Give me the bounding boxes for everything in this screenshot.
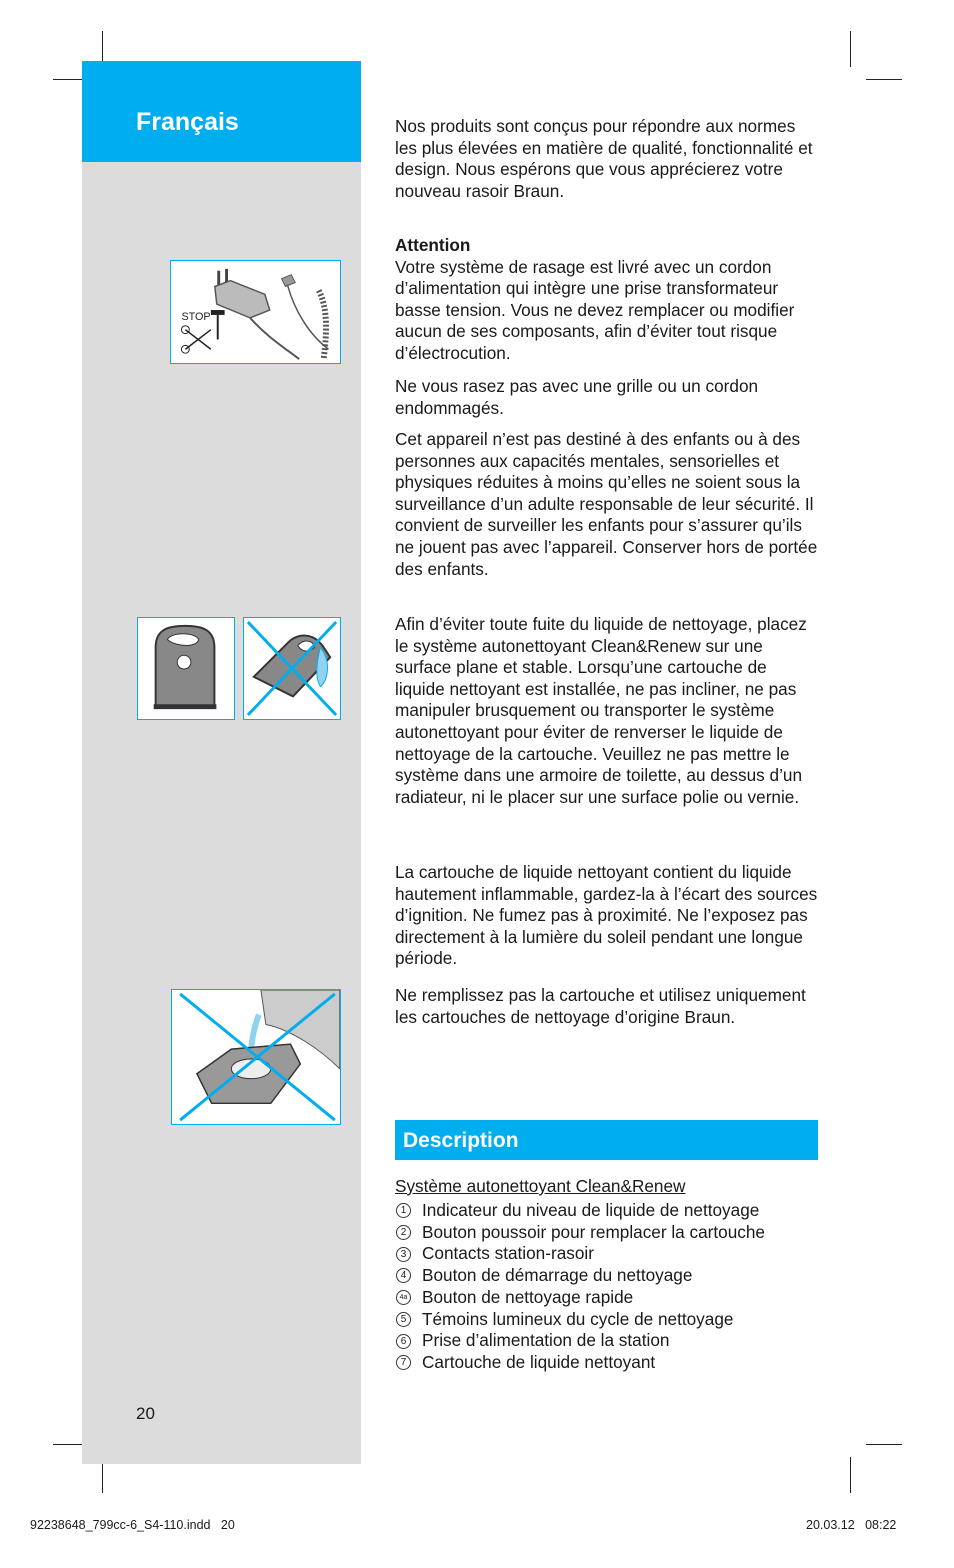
description-subtitle: Système autonettoyant Clean&Renew bbox=[395, 1176, 686, 1196]
crop-mark bbox=[866, 1444, 902, 1445]
crop-mark bbox=[866, 79, 902, 80]
list-item bbox=[395, 1222, 765, 1244]
item-number: 7 bbox=[396, 1355, 411, 1370]
station-tilted-illustration bbox=[244, 618, 340, 719]
item-label: Contacts station-rasoir bbox=[422, 1243, 594, 1264]
figure-station-upright bbox=[137, 617, 235, 720]
description-title: Description bbox=[403, 1129, 519, 1152]
item-label: Cartouche de liquide nettoyant bbox=[422, 1351, 656, 1372]
station-upright-illustration bbox=[138, 618, 234, 719]
damaged-paragraph: Ne vous rasez pas avec une grille ou un cordon endommagés. bbox=[395, 376, 759, 418]
item-number: 5 bbox=[396, 1312, 411, 1327]
attention-section bbox=[395, 235, 820, 365]
list-item bbox=[395, 1330, 765, 1352]
description-list bbox=[395, 1200, 765, 1374]
item-number: 2 bbox=[396, 1225, 411, 1240]
figure-station-tilted bbox=[243, 617, 341, 720]
item-label: Indicateur du niveau de liquide de nettoyage bbox=[422, 1200, 760, 1220]
list-item bbox=[395, 1265, 765, 1287]
figure-refill-cartridge bbox=[171, 989, 341, 1125]
intro-paragraph: Nos produits sont conçus pour répondre aux normes les plus élevées en matière de qualité, fonctionnalité et design. Nous espérons que vous apprécierez votre nouveau rasoir Braun. bbox=[395, 116, 813, 201]
item-number: 4 bbox=[396, 1268, 411, 1283]
stop-label: STOP bbox=[181, 310, 211, 323]
footer-date: 20.03.12 08:22 bbox=[806, 1518, 897, 1532]
list-item bbox=[395, 1287, 765, 1309]
item-number: 3 bbox=[396, 1247, 411, 1262]
figure-plug-cord bbox=[170, 260, 341, 364]
attention-heading: Attention bbox=[395, 235, 471, 255]
crop-mark bbox=[850, 31, 851, 67]
refill-paragraph: Ne remplissez pas la cartouche et utilisez uniquement les cartouches de nettoyage d’origine Braun. bbox=[395, 985, 806, 1027]
language-title: Français bbox=[136, 108, 239, 136]
item-number: 4a bbox=[396, 1290, 411, 1305]
page-number: 20 bbox=[136, 1404, 155, 1423]
list-item bbox=[395, 1309, 765, 1331]
item-label: Prise d’alimentation de la station bbox=[422, 1330, 670, 1351]
item-number: 6 bbox=[396, 1334, 411, 1349]
attention-paragraph: Votre système de rasage est livré avec un cordon d’alimentation qui intègre une prise transformateur basse tension. Vous ne devez remplacer ou modifier aucun de ses composants, afin d’éviter tout risque d’électrocution. bbox=[395, 256, 795, 363]
footer-file-info: 92238648_799cc-6_S4-110.indd 20 bbox=[30, 1518, 235, 1532]
list-item bbox=[395, 1200, 765, 1222]
leak-paragraph: Afin d’éviter toute fuite du liquide de nettoyage, placez le système autonettoyant Clean&Renew sur une surface plane et stable. Lorsqu’une cartouche de liquide nettoyant est installée, ne pas incliner, ne pas manipuler brusquement ou transporter le système autonettoyant pour éviter de renverser le liquide de nettoyage de la cartouche. Veuillez ne pas mettre le système dans une armoire de toilette, au dessus d’un radiateur, ni le placer sur une surface polie ou vernie. bbox=[395, 614, 807, 807]
crop-mark bbox=[850, 1457, 851, 1493]
item-label: Bouton poussoir pour remplacer la cartouche bbox=[422, 1221, 765, 1242]
refill-illustration bbox=[172, 990, 340, 1124]
flammable-paragraph: La cartouche de liquide nettoyant contient du liquide hautement inflammable, gardez-la à l’écart des sources d’ignition. Ne fumez pas à proximité. Ne l’exposez pas directement à la lumière du soleil pendant une longue période. bbox=[395, 862, 818, 969]
item-number: 1 bbox=[396, 1203, 411, 1218]
list-item bbox=[395, 1243, 765, 1265]
item-label: Bouton de nettoyage rapide bbox=[422, 1286, 634, 1307]
plug-cord-illustration bbox=[171, 261, 340, 363]
item-label: Bouton de démarrage du nettoyage bbox=[422, 1265, 693, 1286]
list-item bbox=[395, 1352, 765, 1374]
children-paragraph: Cet appareil n’est pas destiné à des enfants ou à des personnes aux capacités mentales, sensorielles et physiques réduites à moins qu’elles ne soient sous la surveillance d’un adulte responsable de leur sécurité. Il convient de surveiller les enfants pour s’assurer qu’ils ne jouent pas avec l’appareil. Conserver hors de portée des enfants. bbox=[395, 429, 818, 579]
item-label: Témoins lumineux du cycle de nettoyage bbox=[422, 1308, 734, 1329]
